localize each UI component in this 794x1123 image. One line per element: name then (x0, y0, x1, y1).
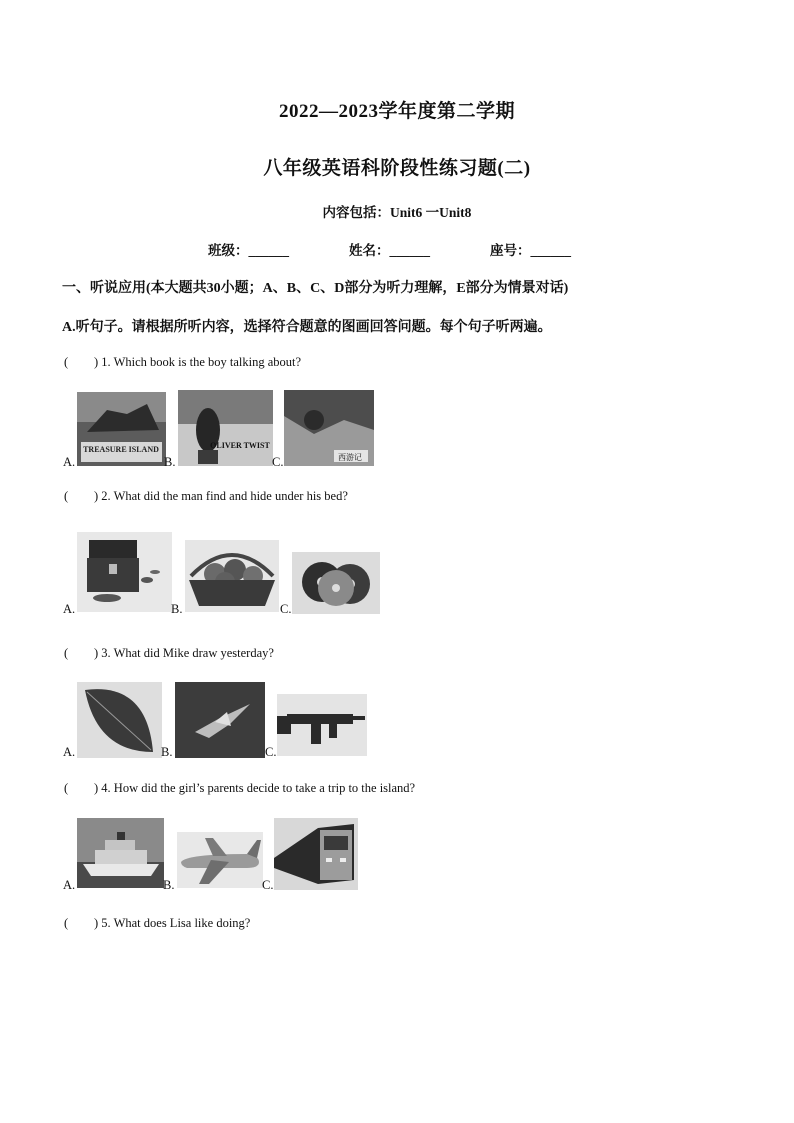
option-c-label[interactable]: C. (280, 602, 292, 616)
exam-scope: 内容包括：Unit6 一Unit8 (322, 205, 472, 220)
name-field[interactable]: 姓名：______ (349, 243, 430, 258)
train[interactable] (274, 818, 358, 890)
option-c-label[interactable]: C. (265, 745, 277, 759)
answer-blank[interactable]: ( (64, 781, 69, 795)
question-3 (64, 646, 274, 661)
section-heading: 一、听说应用(本大题共30小题；A、B、C、D部分为听力理解，E部分为情景对话) (62, 281, 569, 296)
part-a-instructions: A.听句子。请根据所听内容，选择符合题意的图画回答问题。每个句子听两遍。 (62, 320, 552, 335)
treasure-island-book-cover[interactable] (77, 392, 166, 466)
answer-blank[interactable]: ( (64, 646, 69, 660)
option-c-label[interactable]: C. (272, 455, 284, 469)
treasure-chest[interactable] (77, 532, 172, 612)
question-text: 1. Which book is the boy talking about? (101, 355, 302, 369)
question-text: 5. What does Lisa like doing? (101, 916, 251, 930)
question-text: 2. What did the man find and hide under his bed? (101, 489, 348, 503)
question-1 (64, 355, 301, 370)
oliver-twist-book-cover[interactable] (178, 390, 273, 466)
option-b-label[interactable]: B. (163, 878, 175, 892)
journey-to-the-west-book-cover[interactable] (284, 390, 374, 466)
answer-blank[interactable]: ( (64, 489, 69, 503)
option-b-label[interactable]: B. (161, 745, 173, 759)
leaf[interactable] (77, 682, 162, 758)
seat-field[interactable]: 座号：______ (490, 243, 571, 258)
exam-title-line1: 2022—2023学年度第二学期 (278, 101, 515, 122)
paren-close: ) (94, 489, 99, 503)
paren-close: ) (94, 355, 99, 369)
cds[interactable] (292, 552, 380, 614)
question-text: 3. What did Mike draw yesterday? (101, 646, 274, 660)
option-a-label[interactable]: A. (63, 878, 76, 892)
book-title-2: OLIVER TWIST (210, 441, 270, 450)
paren-close: ) (94, 916, 99, 930)
exam-title-line2: 八年级英语科阶段性练习题(二) (263, 158, 531, 179)
book-title-1: TREASURE ISLAND (83, 445, 159, 454)
option-a-label[interactable]: A. (63, 455, 76, 469)
question-4 (64, 781, 415, 796)
answer-blank[interactable]: ( (64, 355, 69, 369)
book-title-3: 西游记 (338, 453, 362, 462)
gun[interactable] (277, 694, 367, 756)
airplane[interactable] (177, 832, 263, 888)
option-b-label[interactable]: B. (171, 602, 183, 616)
option-b-label[interactable]: B. (164, 455, 176, 469)
cruise-ship[interactable] (77, 818, 164, 888)
fruit-basket[interactable] (185, 540, 279, 612)
question-text: 4. How did the girl’s parents decide to take a trip to the island? (101, 781, 416, 795)
paren-close: ) (94, 781, 99, 795)
question-2 (64, 489, 348, 504)
option-a-label[interactable]: A. (63, 745, 76, 759)
option-c-label[interactable]: C. (262, 878, 274, 892)
flying-bird[interactable] (175, 682, 265, 758)
option-a-label[interactable]: A. (63, 602, 76, 616)
question-5 (64, 916, 250, 931)
class-field[interactable]: 班级：______ (208, 243, 289, 258)
paren-close: ) (94, 646, 99, 660)
answer-blank[interactable]: ( (64, 916, 69, 930)
